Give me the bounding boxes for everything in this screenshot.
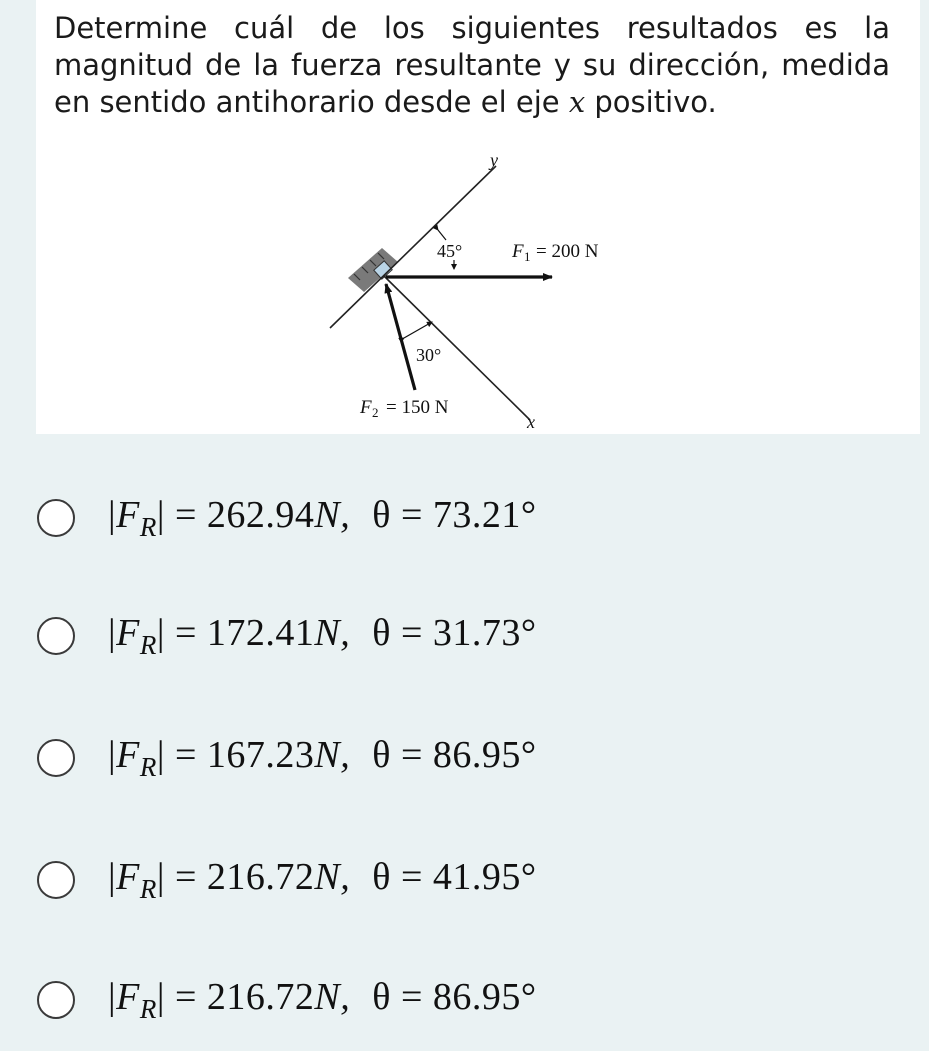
answer-text [108,855,537,905]
radio-button[interactable] [37,981,75,1019]
abs-bar-left: | [108,612,117,654]
abs-bar-left: | [108,734,117,776]
magnitude-value: 216.72 [206,976,315,1018]
angle-value: 41.95° [432,856,537,898]
radio-button[interactable] [37,861,75,899]
equals-sign: = [174,856,197,898]
equals-sign: = [400,734,423,776]
answer-text [108,493,537,543]
f1-label [511,241,599,264]
answer-text [108,733,537,783]
magnitude-value: 216.72 [206,856,315,898]
equals-sign: = [400,976,423,1018]
angle-45-label: 45° [437,241,463,261]
force-diagram [320,150,680,432]
radio-button[interactable] [37,617,75,655]
question-line-2: magnitud de la fuerza resultante y su dirección, [54,48,770,82]
unit: N, [314,734,351,776]
f1-symbol: F [512,241,524,262]
abs-bar-right: | [156,734,165,776]
question-text [54,10,890,121]
theta-symbol: θ [372,612,391,654]
angle-30-arc [404,322,432,338]
answer-option-5[interactable] [0,950,929,1050]
angle-30-label: 30° [416,345,442,365]
f1-value: = 200 N [536,241,599,262]
abs-bar-right: | [156,494,165,536]
question-line-3-start: medida en sentido antihorario desde el eje [54,48,890,119]
question-axis-variable: x [568,85,586,119]
force-subscript: R [139,512,157,542]
f2-symbol: F [360,397,372,418]
question-line-1: Determine cuál de los siguientes resultados es la [54,11,890,45]
equals-sign: = [174,734,197,776]
angle-value: 31.73° [432,612,537,654]
x-axis-label: x [527,412,535,432]
angle-value: 86.95° [432,734,537,776]
force-subscript: R [139,874,157,904]
angle-value: 73.21° [432,494,537,536]
theta-symbol: θ [372,856,391,898]
f2-label [359,397,449,420]
force-symbol: F [116,856,140,898]
equals-sign: = [174,612,197,654]
abs-bar-left: | [108,976,117,1018]
force-symbol: F [116,976,140,1018]
force-subscript: R [139,994,157,1024]
answer-option-3[interactable] [0,708,929,808]
equals-sign: = [400,612,423,654]
force-symbol: F [116,734,140,776]
abs-bar-right: | [156,612,165,654]
force-symbol: F [116,494,140,536]
theta-symbol: θ [372,734,391,776]
unit: N, [314,612,351,654]
abs-bar-right: | [156,976,165,1018]
equals-sign: = [174,976,197,1018]
angle-45-arc [438,230,446,240]
force-symbol: F [116,612,140,654]
question-line-3-end: positivo. [585,85,717,119]
theta-symbol: θ [372,976,391,1018]
answer-text [108,611,537,661]
unit: N, [314,976,351,1018]
equals-sign: = [400,494,423,536]
abs-bar-left: | [108,494,117,536]
unit: N, [314,856,351,898]
equals-sign: = [174,494,197,536]
answer-option-4[interactable] [0,830,929,930]
radio-button[interactable] [37,499,75,537]
answer-option-1[interactable] [0,468,929,568]
abs-bar-left: | [108,856,117,898]
answer-option-2[interactable] [0,586,929,686]
magnitude-value: 262.94 [206,494,315,536]
answer-text [108,975,537,1025]
force-subscript: R [139,752,157,782]
y-axis-label: y [490,150,498,170]
abs-bar-right: | [156,856,165,898]
force-subscript: R [139,630,157,660]
angle-value: 86.95° [432,976,537,1018]
f2-subscript: 2 [372,405,379,420]
f1-subscript: 1 [524,249,531,264]
magnitude-value: 167.23 [206,734,315,776]
unit: N, [314,494,351,536]
magnitude-value: 172.41 [206,612,315,654]
theta-symbol: θ [372,494,391,536]
radio-button[interactable] [37,739,75,777]
equals-sign: = [400,856,423,898]
f2-value: = 150 N [386,397,449,418]
f2-arrow [386,284,415,390]
